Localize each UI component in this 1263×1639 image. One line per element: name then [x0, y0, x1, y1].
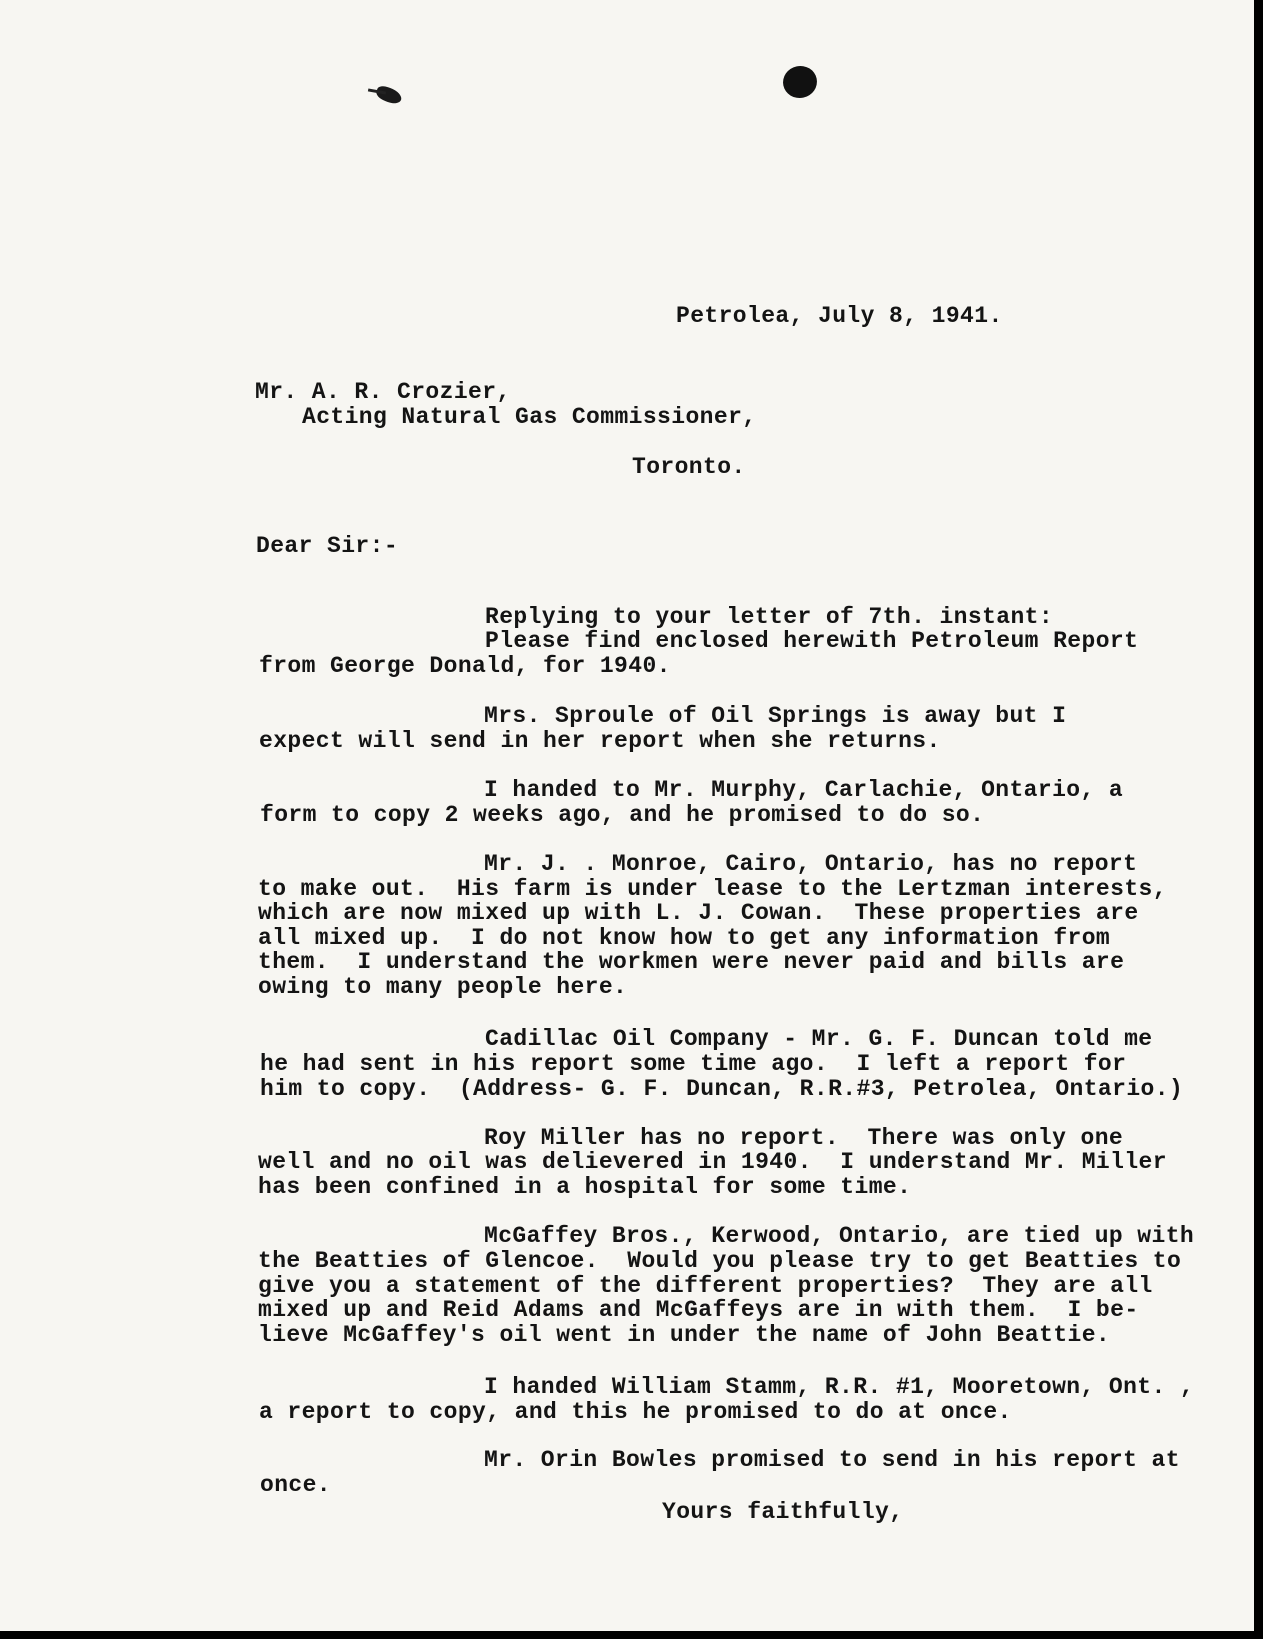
body-line: which are now mixed up with L. J. Cowan. These properties are	[258, 900, 1139, 926]
recipient-title: Acting Natural Gas Commissioner,	[302, 404, 757, 430]
body-line: the Beatties of Glencoe. Would you please try to get Beatties to	[258, 1248, 1182, 1274]
scan-edge-bottom	[0, 1631, 1263, 1639]
ink-mark	[374, 84, 403, 106]
body-line: Cadillac Oil Company - Mr. G. F. Duncan told me	[485, 1026, 1153, 1052]
body-line: all mixed up. I do not know how to get any information from	[258, 925, 1111, 951]
body-line: Mr. Orin Bowles promised to send in his report at	[484, 1447, 1180, 1473]
body-line: from George Donald, for 1940.	[259, 653, 671, 679]
body-line: Mrs. Sproule of Oil Springs is away but I	[484, 703, 1067, 729]
scan-edge-right	[1254, 0, 1263, 1639]
recipient-city: Toronto.	[632, 454, 746, 480]
body-line: Replying to your letter of 7th. instant:	[485, 604, 1054, 630]
body-line: mixed up and Reid Adams and McGaffeys are in with them. I be-	[258, 1297, 1139, 1323]
body-line: a report to copy, and this he promised to do at once.	[259, 1399, 1012, 1425]
body-line: lieve McGaffey's oil went in under the name of John Beattie.	[258, 1322, 1111, 1348]
closing: Yours faithfully,	[662, 1499, 904, 1525]
salutation: Dear Sir:-	[256, 533, 399, 559]
body-line: well and no oil was delievered in 1940. I understand Mr. Miller	[258, 1149, 1167, 1175]
body-line: give you a statement of the different properties? They are all	[258, 1273, 1153, 1299]
body-line: I handed to Mr. Murphy, Carlachie, Ontario, a	[484, 777, 1124, 803]
body-line: expect will send in her report when she returns.	[259, 728, 941, 754]
body-line: to make out. His farm is under lease to the Lertzman interests,	[258, 876, 1167, 902]
body-line: form to copy 2 weeks ago, and he promised to do so.	[260, 802, 985, 828]
body-line: I handed William Stamm, R.R. #1, Mooretown, Ont. ,	[484, 1374, 1195, 1400]
body-line: him to copy. (Address- G. F. Duncan, R.R.#3, Petrolea, Ontario.)	[260, 1076, 1184, 1102]
letter-date: Petrolea, July 8, 1941.	[676, 303, 1003, 329]
body-line: Please find enclosed herewith Petroleum Report	[485, 628, 1139, 654]
ink-blot	[780, 63, 820, 101]
body-line: Roy Miller has no report. There was only one	[484, 1125, 1124, 1151]
body-line: Mr. J. . Monroe, Cairo, Ontario, has no report	[484, 851, 1138, 877]
body-line: owing to many people here.	[258, 974, 628, 1000]
body-line: he had sent in his report some time ago. I left a report for	[260, 1051, 1127, 1077]
body-line: them. I understand the workmen were never paid and bills are	[258, 949, 1125, 975]
body-line: once.	[260, 1472, 332, 1498]
body-line: has been confined in a hospital for some time.	[258, 1174, 912, 1200]
body-line: McGaffey Bros., Kerwood, Ontario, are tied up with	[484, 1223, 1195, 1249]
recipient-name: Mr. A. R. Crozier,	[255, 379, 511, 405]
